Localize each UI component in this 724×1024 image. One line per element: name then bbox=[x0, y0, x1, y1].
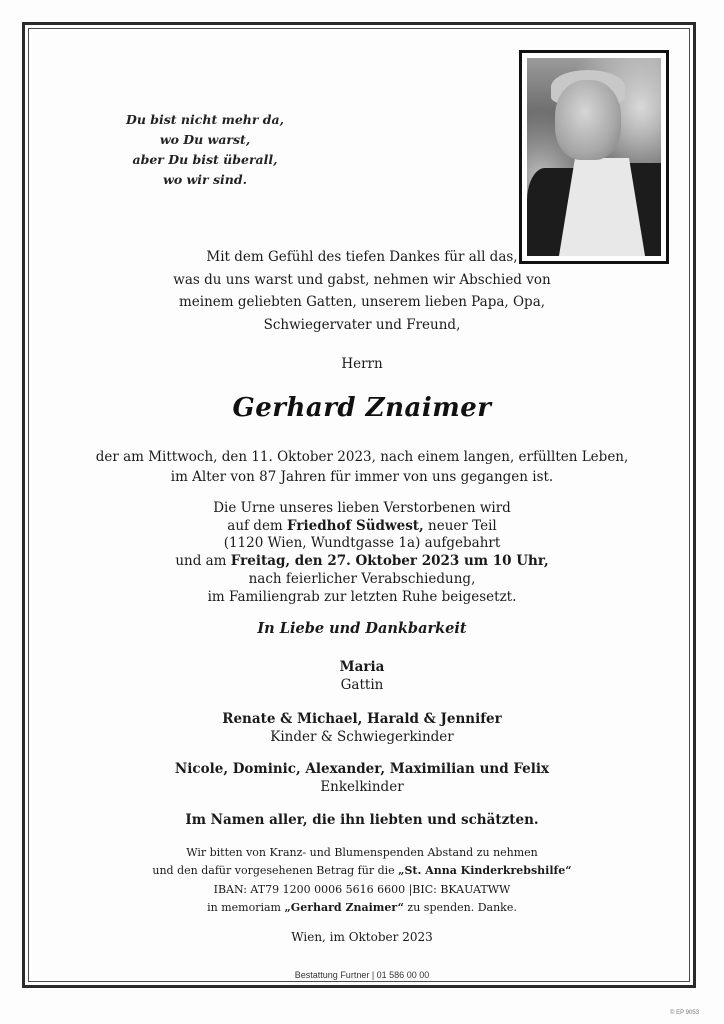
family-group-children bbox=[60, 710, 664, 746]
funeral-text: und am bbox=[175, 553, 231, 570]
family-role: Gattin bbox=[340, 677, 384, 693]
death-notice bbox=[60, 447, 664, 487]
portrait-photo bbox=[527, 58, 661, 256]
family-names: Renate & Michael, Harald & Jennifer bbox=[222, 711, 502, 727]
donation-line: Wir bitten von Kranz- und Blumenspenden Abstand zu nehmen bbox=[186, 846, 538, 859]
funeral-date: Freitag, den 27. Oktober 2023 um 10 Uhr, bbox=[230, 553, 549, 570]
poem-line: Du bist nicht mehr da, bbox=[126, 112, 284, 127]
in-love-heading: In Liebe und Dankbarkeit bbox=[257, 620, 467, 637]
funeral-line: nach feierlicher Verabschiedung, bbox=[248, 570, 476, 587]
thanks-line: was du uns warst und gabst, nehmen wir Abschied von bbox=[173, 271, 551, 288]
funeral-line: (1120 Wien, Wundtgasse 1a) aufgebahrt bbox=[223, 535, 501, 552]
print-code: © EP 9053 bbox=[670, 1010, 699, 1016]
charity-name: „St. Anna Kinderkrebshilfe“ bbox=[398, 864, 572, 878]
family-names: Nicole, Dominic, Alexander, Maximilian und Felix bbox=[174, 761, 550, 777]
donation-text: zu spenden. Danke. bbox=[403, 900, 517, 914]
funeral-line bbox=[60, 518, 664, 536]
donation-line bbox=[60, 862, 664, 880]
cemetery-name: Friedhof Südwest, bbox=[287, 517, 424, 534]
family-group-grandchildren bbox=[60, 760, 664, 796]
family-group-spouse bbox=[60, 658, 664, 694]
bank-details: IBAN: AT79 1200 0006 5616 6600 |BIC: BKAUATWW bbox=[213, 882, 511, 896]
funeral-line bbox=[60, 553, 664, 571]
funeral-details bbox=[60, 500, 664, 606]
funeral-text: auf dem bbox=[227, 517, 288, 534]
poem-line: wo Du warst, bbox=[159, 132, 251, 147]
funeral-text: neuer Teil bbox=[423, 517, 497, 534]
place-and-date: Wien, im Oktober 2023 bbox=[291, 930, 433, 944]
donation-text: und den dafür vorgesehenen Betrag für die bbox=[152, 864, 399, 878]
thanks-line: meinem geliebten Gatten, unserem lieben Papa, Opa, bbox=[178, 294, 546, 310]
funeral-line: im Familiengrab zur letzten Ruhe beigesetzt. bbox=[207, 588, 517, 605]
thanks-line: Mit dem Gefühl des tiefen Dankes für all das, bbox=[206, 249, 518, 265]
poem-line: aber Du bist überall, bbox=[132, 152, 278, 167]
donation-text: in memoriam bbox=[207, 900, 285, 914]
portrait-frame bbox=[519, 50, 669, 264]
salutation: Herrn bbox=[341, 356, 383, 372]
family-role: Kinder & Schwiegerkinder bbox=[270, 729, 454, 745]
family-names: Maria bbox=[339, 659, 385, 675]
memoriam-name: „Gerhard Znaimer“ bbox=[284, 900, 404, 914]
thanks-paragraph bbox=[60, 246, 664, 336]
funeral-line: Die Urne unseres lieben Verstorbenen wird bbox=[213, 500, 511, 516]
poem bbox=[110, 110, 300, 190]
family-role: Enkelkinder bbox=[320, 779, 404, 795]
deceased-name: Gerhard Znaimer bbox=[232, 393, 492, 423]
donation-request bbox=[60, 844, 664, 917]
death-line: im Alter von 87 Jahren für immer von uns gegangen ist. bbox=[170, 469, 554, 485]
death-line: der am Mittwoch, den 11. Oktober 2023, nach einem langen, erfüllten Leben, bbox=[95, 449, 629, 465]
donation-line bbox=[60, 899, 664, 917]
undertaker-footer: Bestattung Furtner | 01 586 00 00 bbox=[294, 970, 430, 980]
on-behalf-line: Im Namen aller, die ihn liebten und schätzten. bbox=[185, 812, 539, 828]
poem-line: wo wir sind. bbox=[163, 172, 247, 187]
thanks-line: Schwiegervater und Freund, bbox=[263, 316, 461, 333]
